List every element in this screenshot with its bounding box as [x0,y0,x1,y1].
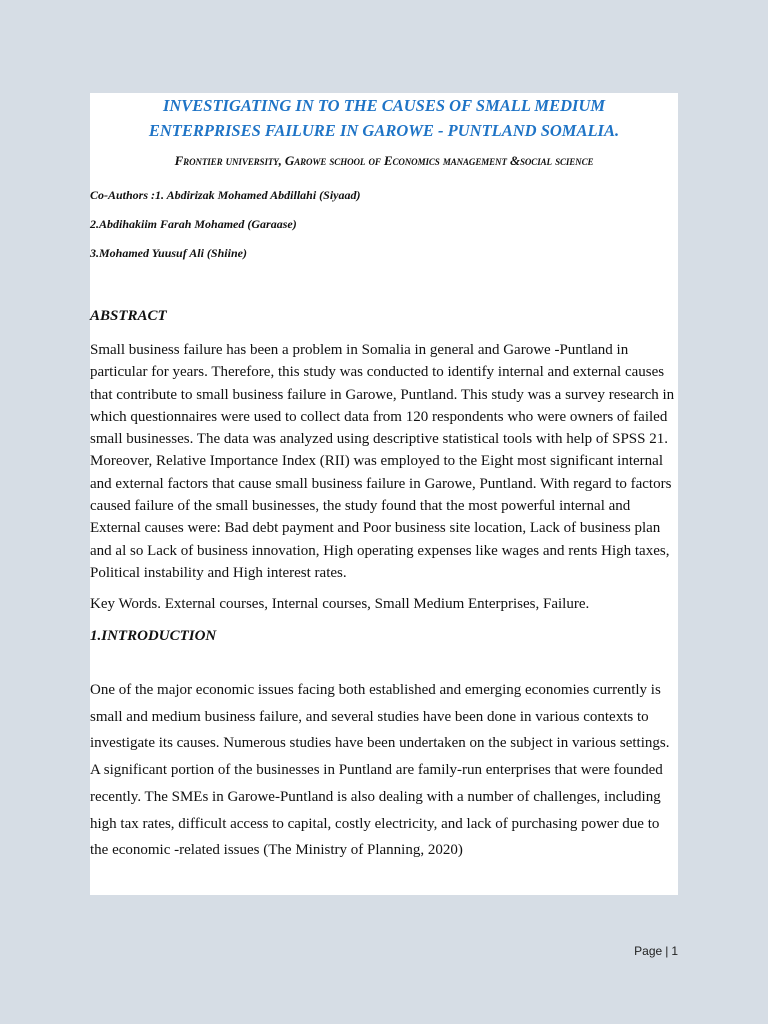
author-line-1: Co-Authors :1. Abdirizak Mohamed Abdillahi (Siyaad) [90,188,361,202]
document-title [90,93,678,143]
footer-separator: | [665,944,669,958]
abstract-paragraph: Small business failure has been a problem in Somalia in general and Garowe -Puntland in particular for years. Therefore, this study was conducted to identify internal and external causes that contribute to small business failure in Garowe, Puntland. This study was a survey research in which questionnaires were used to collect data from 120 respondents who were owners of failed small businesses. The data was analyzed using descriptive statistical tools with help of SPSS 21. Moreover, Relative Importance Index (RII) was employed to the Eight most significant internal and external factors that cause small business failure in Garowe, Puntland. With regard to factors caused failure of the small businesses, the study found that the most powerful internal and External causes were: Bad debt payment and Poor business site location, Lack of business plan and al so Lack of business innovation, High operating expenses like wages and rents High taxes, Political instability and High interest rates. [90,342,675,581]
author-line-2: 2.Abdihakiim Farah Mohamed (Garaase) [90,217,297,231]
abstract-heading: ABSTRACT [90,308,167,324]
page-number: 1 [671,944,678,958]
author-line-3: 3.Mohamed Yuusuf Ali (Shiine) [90,246,247,260]
introduction-heading: 1.INTRODUCTION [90,628,217,644]
title-line-1: INVESTIGATING IN TO THE CAUSES OF SMALL MEDIUM [162,96,606,115]
title-line-2: ENTERPRISES FAILURE IN GAROWE - PUNTLAND SOMALIA. [148,121,620,140]
page-footer [634,944,678,958]
introduction-paragraph: One of the major economic issues facing both established and emerging economies currently is small and medium business failure, and several studies have been done in various contexts to investigate its causes. Numerous studies have been undertaken on the subject in various settings. A significant portion of the businesses in Puntland are family-run enterprises that were founded recently. The SMEs in Garowe-Puntland is also dealing with a number of challenges, including high tax rates, difficult access to capital, costly electricity, and lack of purchasing power due to the economic -related issues (The Ministry of Planning, 2020) [90,682,670,859]
affiliation: Frontier university, Garowe school of Economics management &social science [174,153,594,168]
document-page [90,93,678,895]
page-label: Page [634,944,663,958]
keywords: Key Words. External courses, Internal courses, Small Medium Enterprises, Failure. [90,596,590,612]
